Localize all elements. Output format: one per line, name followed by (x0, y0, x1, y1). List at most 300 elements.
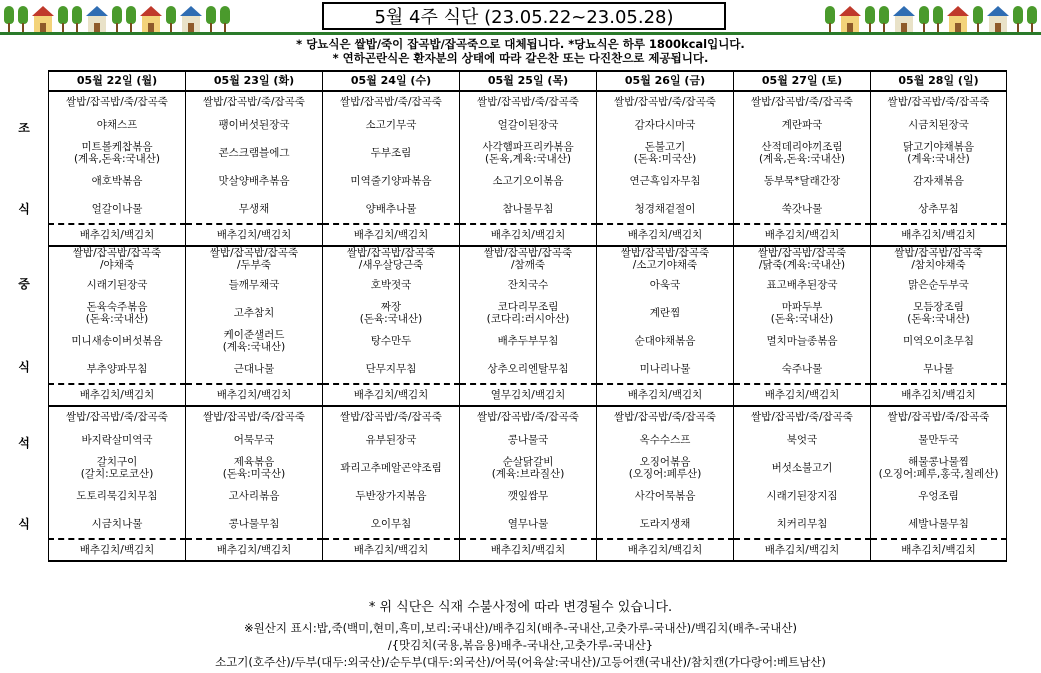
menu-cell (186, 271, 323, 299)
origin-line: 소고기(호주산)/두부(대두:외국산)/순두부(대두:외국산)/어묵(어육살:국내산)/고등어캔(국내산)/참치캔(가다랑어:베트남산) (215, 655, 826, 669)
menu-cell (734, 510, 871, 539)
menu-cell (323, 454, 460, 482)
tree-icon (18, 6, 28, 32)
menu-item-text: 동부묵*달래간장 (763, 175, 841, 187)
menu-item-text: 배추김치/백김치 (901, 389, 976, 401)
menu-item-text: 배추김치/백김치 (216, 544, 292, 556)
menu-item-text: 순대야채볶음 (634, 335, 696, 347)
menu-item-text: 쑥갓나물 (781, 203, 823, 215)
menu-body (49, 91, 1007, 561)
menu-item-text: 배추김치/백김치 (764, 229, 840, 241)
menu-item-text: 쌀밥/잡곡밥/죽/잡곡죽 (203, 410, 305, 423)
menu-item-text: (오징어:페루산) (628, 468, 702, 480)
tree-icon (879, 6, 889, 32)
house-icon (86, 6, 108, 32)
menu-item-text: 돈불고기 (644, 141, 686, 153)
menu-item-text: 표고배추된장국 (766, 279, 838, 291)
menu-cell (871, 454, 1007, 482)
change-notice: * 위 식단은 식재 수불사정에 따라 변경될수 있습니다. (368, 600, 673, 615)
menu-cell (734, 91, 871, 111)
menu-cell (597, 426, 734, 454)
menu-cell (186, 355, 323, 384)
menu-item-text: 미나리나물 (639, 363, 691, 375)
menu-cell (186, 539, 323, 561)
menu-cell (871, 139, 1007, 167)
menu-item-text: 갈치구이 (96, 456, 138, 468)
menu-cell (597, 299, 734, 327)
menu-cell (49, 406, 186, 426)
menu-cell (323, 384, 460, 406)
menu-item-text: 숙주나물 (781, 363, 823, 375)
menu-cell (734, 454, 871, 482)
menu-item-text: 감자채볶음 (913, 175, 964, 187)
menu-item-text: 물만두국 (918, 434, 959, 446)
day-header: 05월 25일 (목) (460, 71, 597, 91)
menu-item-text: 애호박볶음 (91, 175, 143, 187)
menu-row (49, 111, 1007, 139)
menu-item-text: 우엉조림 (918, 490, 959, 502)
menu-item-text: 근대나물 (233, 363, 275, 375)
menu-cell (49, 426, 186, 454)
house-icon (947, 6, 969, 32)
menu-cell (597, 139, 734, 167)
menu-item-text: 쌀밥/잡곡밥/죽/잡곡죽 (477, 410, 579, 423)
menu-item-text: 어묵무국 (233, 434, 275, 446)
menu-item-text: 옥수수스프 (639, 434, 691, 446)
menu-cell (186, 482, 323, 510)
menu-item-text: 배추김치/백김치 (216, 389, 292, 401)
house-icon (32, 6, 54, 32)
menu-cell (460, 406, 597, 426)
menu-cell (871, 406, 1007, 426)
header (0, 0, 1041, 36)
menu-cell (597, 539, 734, 561)
menu-item-text: 연근흑임자무침 (629, 175, 701, 187)
menu-cell (597, 111, 734, 139)
tree-icon (1013, 6, 1023, 32)
menu-cell (734, 111, 871, 139)
menu-item-text: 배추김치/백김치 (627, 389, 703, 401)
menu-cell (871, 111, 1007, 139)
menu-table (48, 70, 1007, 562)
menu-item-text: 고사리볶음 (228, 490, 280, 502)
menu-item-text: 맛살양배추볶음 (218, 175, 290, 187)
menu-item-text: 상추오리엔탈무침 (487, 363, 569, 375)
origin-line: ※원산지 표시:밥,죽(백미,현미,흑미,보리:국내산)/배추김치(배추-국내산,고춧가루-국내산)/백김치(배추-국내산) (243, 621, 797, 635)
menu-item-text: 참나물무침 (502, 203, 554, 215)
menu-item-text: 쌀밥/잡곡밥/잡곡죽 (209, 247, 299, 259)
menu-item-text: 감자다시마국 (634, 119, 696, 131)
menu-cell (460, 224, 597, 246)
menu-item-text: 배추김치/백김치 (901, 544, 976, 556)
menu-cell (597, 167, 734, 195)
menu-row (49, 195, 1007, 224)
meal-label: 식 (18, 201, 30, 216)
menu-item-text: 코다리무조림 (497, 301, 559, 313)
menu-item-text: 양배추나물 (365, 203, 417, 215)
menu-item-text: 배추김치/백김치 (627, 229, 703, 241)
menu-cell (871, 167, 1007, 195)
menu-item-text: 팽이버섯된장국 (218, 119, 290, 131)
menu-item-text: 미니새송이버섯볶음 (71, 335, 163, 347)
menu-item-text: (계육,돈육:국내산) (758, 153, 846, 165)
menu-item-text: 꽈리고추메알곤약조림 (340, 462, 442, 474)
menu-item-text: 계란파국 (781, 119, 823, 131)
menu-cell (186, 246, 323, 271)
meal-label: 석 (18, 435, 30, 450)
menu-item-text: 배추김치/백김치 (353, 389, 429, 401)
menu-item-text: 미트볼케찹볶음 (81, 141, 153, 153)
menu-item-text: 도라지생채 (639, 518, 691, 530)
menu-cell (460, 195, 597, 224)
menu-cell (734, 355, 871, 384)
menu-row (49, 384, 1007, 406)
menu-cell (460, 426, 597, 454)
house-icon (839, 6, 861, 32)
menu-item-text: (계육:국내산) (907, 153, 970, 165)
menu-cell (871, 224, 1007, 246)
menu-cell (460, 510, 597, 539)
menu-item-text: 쌀밥/잡곡밥/잡곡죽 (483, 247, 573, 259)
menu-cell (734, 139, 871, 167)
menu-cell (597, 195, 734, 224)
menu-item-text: /두부죽 (237, 259, 271, 271)
menu-item-text: 쌀밥/잡곡밥/죽/잡곡죽 (614, 95, 716, 108)
menu-item-text: 도토리묵김치무침 (76, 490, 158, 502)
menu-cell (734, 246, 871, 271)
menu-item-text: 제육볶음 (233, 456, 275, 468)
menu-cell (597, 224, 734, 246)
menu-cell (871, 195, 1007, 224)
menu-cell (597, 355, 734, 384)
menu-cell (323, 224, 460, 246)
menu-cell (460, 91, 597, 111)
tree-icon (919, 6, 929, 32)
menu-item-text: 얼갈이나물 (91, 203, 143, 215)
menu-cell (186, 167, 323, 195)
menu-cell (460, 384, 597, 406)
menu-cell (323, 91, 460, 111)
menu-item-text: 무생채 (238, 203, 270, 215)
menu-item-text: /참치야채죽 (911, 259, 966, 271)
menu-item-text: (돈육:국내산) (85, 313, 149, 325)
menu-cell (186, 327, 323, 355)
menu-item-text: 오이무침 (370, 518, 412, 530)
menu-item-text: 배추김치/백김치 (79, 389, 155, 401)
menu-cell (597, 246, 734, 271)
menu-cell (323, 539, 460, 561)
menu-row (49, 224, 1007, 246)
house-icon (893, 6, 915, 32)
menu-cell (323, 167, 460, 195)
menu-cell (186, 139, 323, 167)
tree-icon (58, 6, 68, 32)
menu-cell (186, 510, 323, 539)
menu-cell (734, 539, 871, 561)
menu-item-text: 쌀밥/잡곡밥/죽/잡곡죽 (751, 95, 853, 108)
menu-item-text: 계란찜 (649, 307, 681, 319)
menu-row (49, 91, 1007, 111)
menu-row (49, 299, 1007, 327)
menu-item-text: (계육:국내산) (222, 341, 286, 353)
menu-cell (734, 299, 871, 327)
menu-cell (49, 167, 186, 195)
origin-line: /{맛김치(국용,볶음용)배추-국내산,고춧가루-국내산} (387, 638, 654, 652)
day-header: 05월 22일 (월) (49, 71, 186, 91)
menu-cell (186, 195, 323, 224)
menu-cell (597, 482, 734, 510)
meal-label: 식 (18, 360, 30, 374)
menu-cell (323, 327, 460, 355)
menu-cell (323, 510, 460, 539)
menu-cell (186, 406, 323, 426)
menu-item-text: 쌀밥/잡곡밥/죽/잡곡죽 (887, 410, 990, 423)
menu-item-text: (오징어:페루,홍국,칠레산) (878, 468, 999, 480)
menu-cell (323, 426, 460, 454)
menu-item-text: /참깨죽 (511, 259, 545, 271)
menu-cell (460, 327, 597, 355)
menu-item-text: 쌀밥/잡곡밥/죽/잡곡죽 (614, 410, 716, 423)
menu-item-text: 사각햄파프리카볶음 (482, 141, 574, 153)
menu-cell (871, 510, 1007, 539)
menu-cell (186, 224, 323, 246)
menu-cell (871, 271, 1007, 299)
menu-item-text: 해물콩나물찜 (908, 456, 969, 468)
menu-cell (460, 355, 597, 384)
meal-label: 중 (18, 276, 30, 291)
menu-item-text: 쌀밥/잡곡밥/잡곡죽 (757, 247, 847, 259)
menu-cell (734, 271, 871, 299)
menu-item-text: 시래기된장국 (86, 279, 148, 291)
menu-cell (460, 246, 597, 271)
menu-item-text: (돈육,계육:국내산) (484, 153, 572, 165)
menu-item-text: (갈치:모로코산) (80, 468, 154, 480)
menu-item-text: 배추김치/백김치 (901, 229, 976, 241)
menu-item-text: /야채죽 (100, 259, 134, 271)
menu-cell (49, 224, 186, 246)
menu-item-text: 시금치된장국 (908, 119, 969, 131)
menu-row (49, 271, 1007, 299)
menu-cell (597, 91, 734, 111)
tree-icon (126, 6, 136, 32)
menu-row (49, 139, 1007, 167)
menu-item-text: 오징어볶음 (639, 456, 691, 468)
origin-info (0, 620, 1041, 671)
menu-item-text: 열무김치/백김치 (490, 389, 566, 401)
menu-item-text: 쌀밥/잡곡밥/죽/잡곡죽 (340, 410, 442, 423)
menu-item-text: 바지락살미역국 (81, 434, 153, 446)
menu-item-text: 미역줄기양파볶음 (350, 175, 432, 187)
menu-cell (49, 195, 186, 224)
day-header: 05월 26일 (금) (597, 71, 734, 91)
menu-cell (49, 454, 186, 482)
tree-icon (112, 6, 122, 32)
tree-icon (1027, 6, 1037, 32)
menu-cell (49, 482, 186, 510)
menu-item-text: 배추김치/백김치 (490, 229, 566, 241)
note-line: * 당뇨식은 쌀밥/죽이 잡곡밥/잡곡죽으로 대체됩니다. *당뇨식은 하루 1800kcal입니다. (296, 37, 745, 51)
menu-item-text: 콩나물국 (507, 434, 549, 446)
menu-item-text: /새우살당근죽 (358, 259, 424, 271)
menu-cell (49, 271, 186, 299)
menu-cell (323, 246, 460, 271)
menu-cell (871, 355, 1007, 384)
menu-item-text: 열무나물 (507, 518, 549, 530)
menu-item-text: 세발나물무침 (908, 518, 969, 530)
menu-item-text: 호박젓국 (370, 279, 412, 291)
menu-row (49, 539, 1007, 561)
tree-icon (4, 6, 14, 32)
menu-cell (871, 299, 1007, 327)
decoration-right (825, 2, 1037, 32)
ground-line (0, 32, 1041, 35)
day-header: 05월 27일 (토) (734, 71, 871, 91)
menu-cell (871, 539, 1007, 561)
menu-cell (460, 299, 597, 327)
menu-item-text: 멸치마늘종볶음 (766, 335, 838, 347)
menu-item-text: (돈육:국내산) (359, 313, 423, 325)
menu-item-text: (계육:브라질산) (491, 468, 565, 480)
menu-cell (186, 454, 323, 482)
meal-label: 조 (18, 120, 30, 135)
menu-item-text: 시금치나물 (91, 518, 143, 530)
menu-cell (49, 299, 186, 327)
menu-item-text: 두반장가지볶음 (355, 490, 427, 502)
menu-cell (734, 327, 871, 355)
menu-cell (734, 195, 871, 224)
menu-cell (871, 327, 1007, 355)
menu-item-text: 시래기된장지짐 (766, 490, 838, 502)
menu-cell (597, 384, 734, 406)
menu-row (49, 167, 1007, 195)
menu-cell (323, 271, 460, 299)
menu-cell (49, 139, 186, 167)
menu-item-text: 상추무침 (918, 203, 959, 215)
menu-item-text: 모듬장조림 (913, 301, 964, 313)
menu-item-text: 배추두부무침 (497, 335, 559, 347)
menu-row (49, 406, 1007, 426)
tree-icon (220, 6, 230, 32)
menu-cell (323, 406, 460, 426)
menu-item-text: /닭죽(계육:국내산) (758, 259, 846, 271)
menu-item-text: 탕수만두 (370, 335, 412, 347)
menu-item-text: 쌀밥/잡곡밥/죽/잡곡죽 (66, 410, 168, 423)
menu-item-text: 쌀밥/잡곡밥/죽/잡곡죽 (340, 95, 442, 108)
tree-icon (933, 6, 943, 32)
menu-item-text: 미역오이초무침 (902, 335, 974, 347)
menu-row (49, 355, 1007, 384)
menu-item-text: 산적데리야끼조림 (761, 141, 843, 153)
menu-cell (597, 327, 734, 355)
menu-item-text: (돈육:국내산) (907, 313, 970, 325)
menu-item-text: (돈육:미국산) (222, 468, 286, 480)
menu-item-text: 쌀밥/잡곡밥/잡곡죽 (620, 247, 710, 259)
menu-row (49, 482, 1007, 510)
menu-item-text: 배추김치/백김치 (764, 544, 840, 556)
menu-row (49, 426, 1007, 454)
menu-item-text: 닭고기야채볶음 (902, 141, 974, 153)
menu-item-text: 단무지무침 (365, 363, 417, 375)
menu-item-text: 버섯소불고기 (771, 462, 833, 474)
notes (0, 37, 1041, 65)
menu-item-text: 잔치국수 (507, 279, 549, 291)
menu-cell (323, 299, 460, 327)
menu-item-text: (계육,돈육:국내산) (73, 153, 161, 165)
tree-icon (206, 6, 216, 32)
menu-cell (49, 510, 186, 539)
day-header: 05월 24일 (수) (323, 71, 460, 91)
menu-cell (734, 224, 871, 246)
menu-cell (49, 91, 186, 111)
menu-item-text: 치커리무침 (776, 518, 828, 530)
menu-cell (186, 299, 323, 327)
menu-item-text: 짜장 (380, 301, 402, 313)
menu-item-text: 북엇국 (786, 434, 818, 446)
menu-cell (460, 111, 597, 139)
menu-cell (186, 384, 323, 406)
menu-item-text: 배추김치/백김치 (79, 229, 155, 241)
menu-item-text: 배추김치/백김치 (490, 544, 566, 556)
menu-cell (597, 271, 734, 299)
menu-cell (460, 482, 597, 510)
menu-cell (323, 139, 460, 167)
menu-item-text: 쌀밥/잡곡밥/죽/잡곡죽 (477, 95, 579, 108)
menu-cell (597, 510, 734, 539)
tree-icon (825, 6, 835, 32)
house-icon (140, 6, 162, 32)
menu-cell (460, 139, 597, 167)
menu-item-text: 배추김치/백김치 (764, 389, 840, 401)
tree-icon (166, 6, 176, 32)
menu-item-text: 얼갈이된장국 (497, 119, 559, 131)
menu-cell (460, 167, 597, 195)
menu-cell (49, 355, 186, 384)
day-header-row (49, 71, 1007, 91)
menu-item-text: 쌀밥/잡곡밥/죽/잡곡죽 (66, 95, 168, 108)
menu-cell (460, 454, 597, 482)
menu-cell (871, 426, 1007, 454)
menu-cell (871, 91, 1007, 111)
menu-row (49, 327, 1007, 355)
menu-cell (323, 195, 460, 224)
menu-item-text: 고추참치 (233, 307, 275, 319)
menu-item-text: 쌀밥/잡곡밥/죽/잡곡죽 (203, 95, 305, 108)
menu-cell (597, 406, 734, 426)
menu-item-text: 유부된장국 (365, 434, 417, 446)
menu-item-text: 사각어묵볶음 (634, 490, 696, 502)
menu-item-text: 두부조림 (370, 147, 412, 159)
menu-item-text: 배추김치/백김치 (353, 544, 429, 556)
house-icon (987, 6, 1009, 32)
day-header: 05월 23일 (화) (186, 71, 323, 91)
menu-cell (323, 482, 460, 510)
menu-item-text: 무나물 (923, 363, 954, 375)
menu-item-text: 소고기무국 (365, 119, 417, 131)
menu-item-text: 야채스프 (96, 119, 138, 131)
menu-item-text: (돈육:국내산) (770, 313, 834, 325)
menu-cell (871, 384, 1007, 406)
menu-item-text: /소고기야채죽 (632, 259, 698, 271)
menu-item-text: 쌀밥/잡곡밥/잡곡죽 (72, 247, 162, 259)
menu-item-text: 청경채겉절이 (634, 203, 696, 215)
menu-cell (871, 246, 1007, 271)
day-header: 05월 28일 (일) (871, 71, 1007, 91)
menu-cell (323, 111, 460, 139)
menu-cell (734, 482, 871, 510)
menu-item-text: 배추김치/백김치 (353, 229, 429, 241)
menu-cell (734, 167, 871, 195)
menu-item-text: 마파두부 (781, 301, 823, 313)
